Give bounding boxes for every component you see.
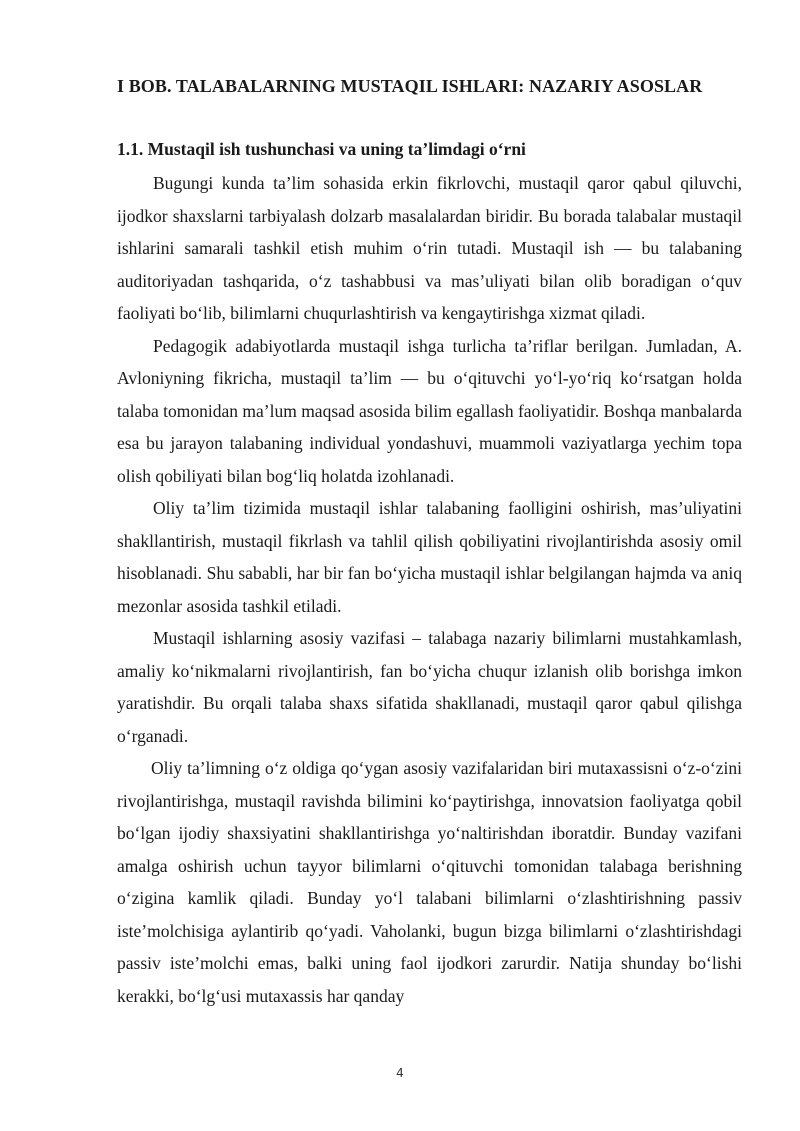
paragraph-1: Bugungi kunda ta’lim sohasida erkin fikrlovchi, mustaqil qaror qabul qiluvchi, ijodkor shaxslarni tarbiyalash dolzarb masalalardan biridir. Bu borada talabalar mustaqil ishlarini samarali tashkil etish muhim o‘rin tutadi. Mustaqil ish — bu talabaning auditoriyadan tashqarida, o‘z tashabbusi va mas’uliyati bilan olib boradigan o‘quv faoliyati bo‘lib, bilimlarni chuqurlashtirish va kengaytirishga xizmat qiladi. <box>117 173 742 323</box>
paragraph-3: Oliy ta’lim tizimida mustaqil ishlar talabaning faolligini oshirish, mas’uliyatini shakllantirish, mustaqil fikrlash va tahlil qilish qobiliyatini rivojlantirishda asosiy omil hisoblanadi. Shu sababli, har bir fan bo‘yicha mustaqil ishlar belgilangan hajmda va aniq mezonlar asosida tashkil etiladi. <box>117 498 742 616</box>
section-title: 1.1. Mustaqil ish tushunchasi va uning ta’limdagi o‘rni <box>117 139 526 159</box>
chapter-title: I BOB. TALABALARNING MUSTAQIL ISHLARI: NAZARIY ASOSLAR <box>117 76 703 96</box>
paragraph-2: Pedagogik adabiyotlarda mustaqil ishga turlicha ta’riflar berilgan. Jumladan, A. Avloniyning fikricha, mustaqil ta’lim — bu o‘qituvchi yo‘l-yo‘riq ko‘rsatgan holda talaba tomonidan ma’lum maqsad asosida bilim egallash faoliyatidir. Boshqa manbalarda esa bu jarayon talabaning individual yondashuvi, muammoli vaziyatlarga yechim topa olish qobiliyati bilan bog‘liq holatda izohlanadi. <box>117 335 742 486</box>
page-number: 4 <box>396 1066 404 1080</box>
paragraph-5: Oliy ta’limning o‘z oldiga qo‘ygan asosiy vazifalaridan biri mutaxassisni o‘z-o‘zini rivojlantirishga, mustaqil ravishda bilimini ko‘paytirishga, innovatsion faoliyatga qobil bo‘lgan ijodiy shaxsiyatini shakllantirishga yo‘naltirishdan iboratdir. Bunday vazifani amalga oshirish uchun tayyor bilimlarni o‘qituvchi tomonidan talabaga berishning o‘zigina kamlik qiladi. Bunday yo‘l talabani bilimlarni o‘zlashtirishning passiv iste’molchisiga aylantirib qo‘yadi. Vaholanki, bugun bizga bilimlarni o‘zlashtirishdagi passiv iste’molchi emas, balki uning faol ijodkori zarurdir. Natija shunday bo‘lishi kerakki, bo‘lg‘usi mutaxassis har qanday <box>117 758 742 1006</box>
document-page <box>117 74 742 1012</box>
paragraph-4: Mustaqil ishlarning asosiy vazifasi – talabaga nazariy bilimlarni mustahkamlash, amaliy ko‘nikmalarni rivojlantirish, fan bo‘yicha chuqur izlanish olib borishga imkon yaratishdir. Bu orqali talaba shaxs sifatida shakllanadi, mustaqil qaror qabul qilishga o‘rganadi. <box>117 628 742 746</box>
